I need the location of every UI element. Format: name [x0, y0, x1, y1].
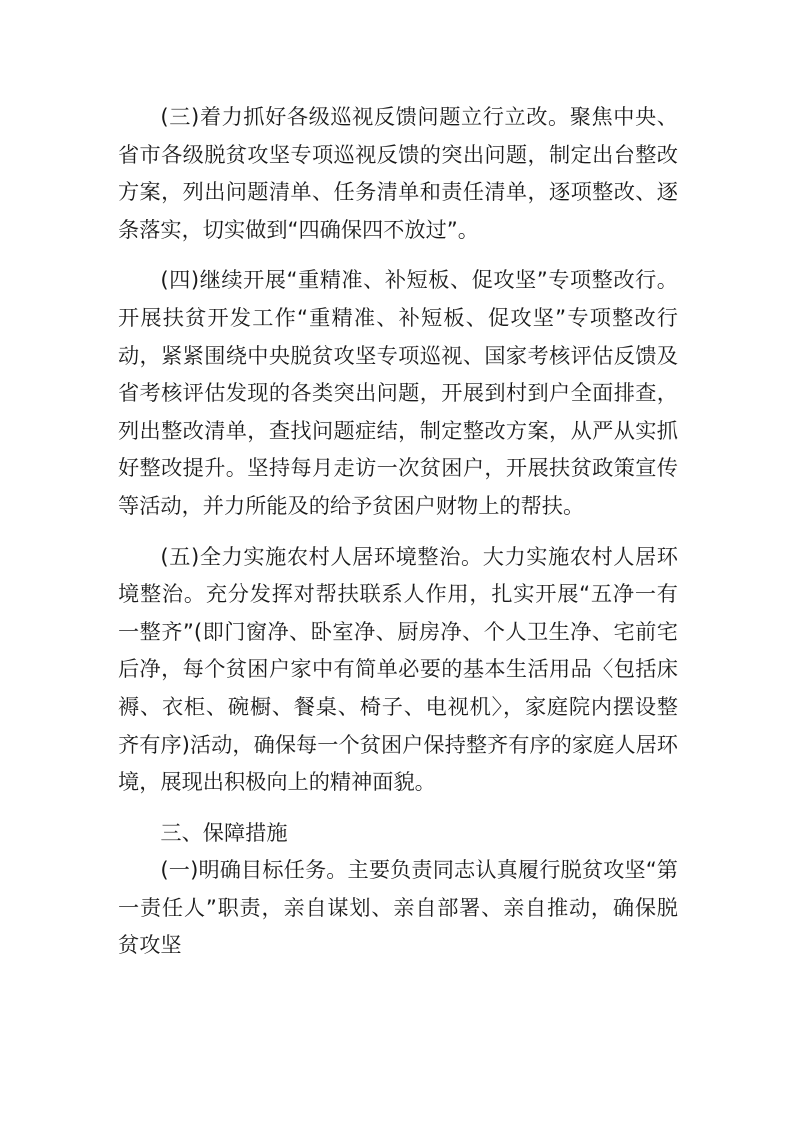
paragraph-item-5: (五)全力实施农村人居环境整治。大力实施农村人居环境整治。充分发挥对帮扶联系人作用，扎实开展“五净一有一整齐”(即门窗净、卧室净、厨房净、个人卫生净、宅前宅后净，每个贫困户家中有简单必要的基本生活用品〈包括床褥、衣柜、碗橱、餐桌、椅子、电视机〉，家庭院内摆设整齐有序)活动，确保每一个贫困户保持整齐有序的家庭人居环境，展现出积极向上的精神面貌。 — [118, 543, 678, 795]
paragraph-item-4: (四)继续开展“重精准、补短板、促攻坚”专项整改行。开展扶贫开发工作“重精准、补短板、促攻坚”专项整改行动，紧紧围绕中央脱贫攻坚专项巡视、国家考核评估反馈及省考核评估发现的各类突出问题，开展到村到户全面排查，列出整改清单，查找问题症结，制定整改方案，从严从实抓好整改提升。坚持每月走访一次贫困户，开展扶贫政策宣传等活动，并力所能及的给予贫困户财物上的帮扶。 — [118, 267, 678, 518]
document-body — [118, 98, 678, 964]
paragraph-item-3: (三)着力抓好各级巡视反馈问题立行立改。聚焦中央、省市各级脱贫攻坚专项巡视反馈的突出问题，制定出台整改方案，列出问题清单、任务清单和责任清单，逐项整改、逐条落实，切实做到“四确保四不放过”。 — [118, 104, 678, 242]
section-heading: 三、保障措施 — [160, 819, 288, 845]
paragraph-item-1: (一)明确目标任务。主要负责同志认真履行脱贫攻坚“第一责任人”职责，亲自谋划、亲自部署、亲自推动，确保脱贫攻坚 — [118, 857, 678, 958]
